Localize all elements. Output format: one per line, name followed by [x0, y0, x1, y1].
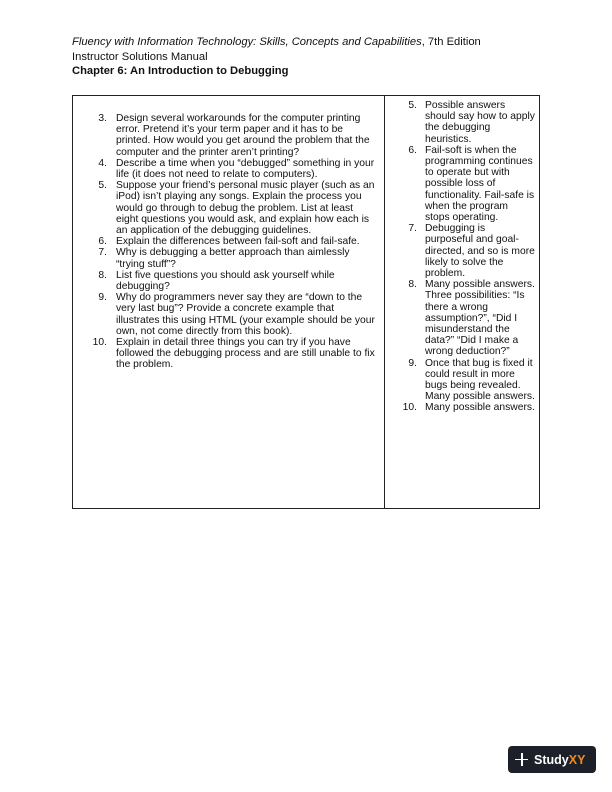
question-text: Why do programmers never say they are “down to the very last bug”? Provide a concrete example that illustrates this using HTML (your example should be your own, not come directly from this book).: [116, 292, 375, 337]
question-number: 6.: [98, 236, 107, 248]
question-item: [73, 158, 384, 180]
answer-item: [385, 100, 541, 145]
answer-text: Debugging is purposeful and goal-directed, and so is more likely to solve the problem.: [425, 223, 535, 280]
answer-text: Possible answers should say how to apply the debugging heuristics.: [425, 100, 535, 145]
question-item: [73, 180, 384, 236]
answer-item: [385, 358, 541, 403]
question-text: Describe a time when you “debugged” something in your life (it does not need to relate to computers).: [116, 157, 375, 181]
question-text: Why is debugging a better approach than aimlessly “trying stuff”?: [116, 247, 350, 270]
badge-study-text: Study: [534, 752, 569, 767]
badge-xy-text: XY: [568, 752, 586, 767]
answer-text: Many possible answers. Three possibilities: “Is there a wrong assumption?”, “Did I misunderstand the data?” “Did I make a wrong deduction?”: [425, 279, 535, 358]
question-text: Explain the differences between fail-soft and fail-safe.: [116, 236, 360, 248]
answer-item: [385, 279, 541, 357]
question-text: List five questions you should ask yourself while debugging?: [116, 269, 335, 293]
question-item: [73, 113, 384, 158]
book-title-line: [72, 35, 481, 50]
plus-icon: [515, 753, 528, 766]
answers-list: [385, 100, 541, 414]
question-item: [73, 247, 384, 269]
question-number: 4.: [98, 157, 107, 169]
question-text: Design several workarounds for the computer printing error. Pretend it’s your term paper and it has to be printed. How would you get around the problem that the computer and the printer aren’t printing?: [116, 113, 370, 158]
answer-number: 10.: [402, 402, 417, 414]
page-header: [72, 35, 481, 79]
question-item: [73, 337, 384, 371]
question-text: Suppose your friend’s personal music player (such as an iPod) isn’t playing any songs. Explain the process you would go through to debug the problem. List at least eight questions you would ask, and explain how each is an application of the debugging guidelines.: [116, 180, 375, 237]
answer-item: [385, 402, 541, 413]
answer-number: 5.: [408, 100, 417, 111]
question-text: Explain in detail three things you can try if you have followed the debugging process and are still unable to fix the problem.: [116, 337, 375, 371]
edition: , 7th Edition: [421, 36, 481, 48]
answer-text: Many possible answers.: [425, 402, 535, 414]
chapter-title: Chapter 6: An Introduction to Debugging: [72, 65, 289, 77]
questions-list: [73, 113, 384, 371]
question-item: [73, 270, 384, 292]
question-number: 3.: [98, 113, 107, 124]
question-number: 9.: [98, 292, 107, 304]
question-item: [73, 292, 384, 337]
answers-column: [385, 100, 541, 414]
question-number: 8.: [98, 269, 107, 281]
studyxy-badge[interactable]: [508, 746, 596, 773]
answer-item: [385, 223, 541, 279]
answer-text: Once that bug is fixed it could result in more bugs being revealed. Many possible answers.: [425, 357, 535, 403]
question-number: 7.: [98, 247, 107, 259]
answer-number: 7.: [408, 223, 417, 235]
answer-number: 9.: [408, 357, 417, 369]
manual-title: Instructor Solutions Manual: [72, 50, 208, 63]
answer-item: [385, 145, 541, 223]
qa-table: [72, 95, 540, 509]
question-number: 5.: [98, 180, 107, 192]
book-title: Fluency with Information Technology: Skills, Concepts and Capabilities: [72, 36, 422, 48]
questions-column: [73, 113, 384, 371]
answer-number: 8.: [408, 279, 417, 291]
question-item: [73, 236, 384, 247]
question-number: 10.: [92, 337, 107, 349]
answer-text: Fail-soft is when the programming continues to operate but with possible loss of functionality. Fail-safe is when the program stops operating.: [425, 144, 535, 224]
answer-number: 6.: [408, 144, 417, 156]
